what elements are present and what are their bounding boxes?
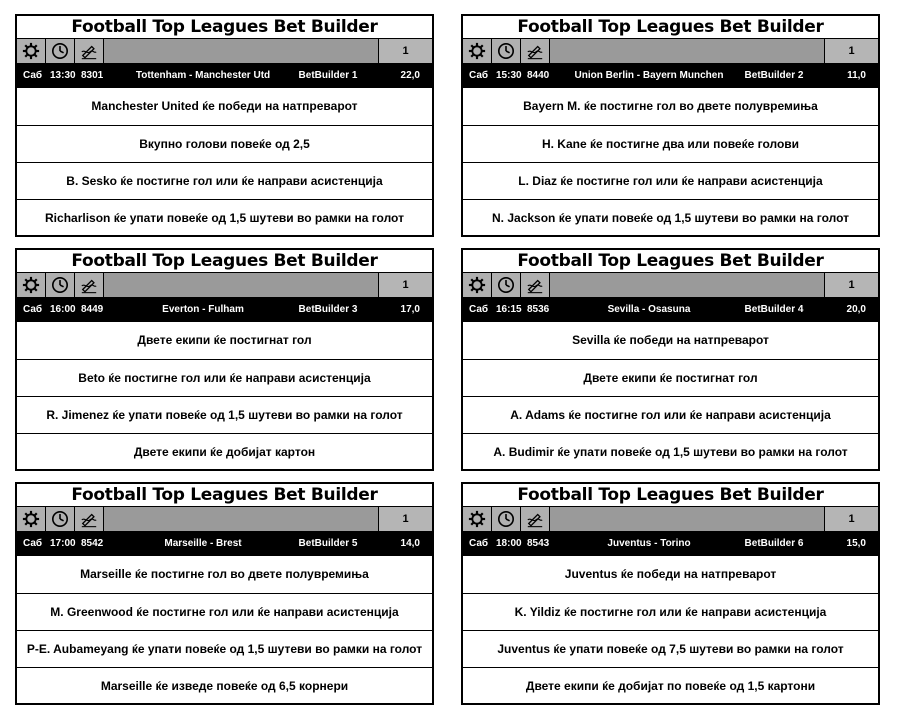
- selection-row[interactable]: Manchester United ќе победи на натпреварот: [91, 99, 358, 113]
- match-day: Саб: [23, 538, 43, 549]
- selection-row[interactable]: Marseille ќе изведе повеќе од 6,5 корнери: [17, 667, 432, 704]
- selection-list: [463, 88, 878, 236]
- match-bar[interactable]: [17, 298, 432, 322]
- settings-tool[interactable]: [463, 507, 492, 531]
- bet-builder-card-5: [15, 482, 434, 705]
- sign-tool[interactable]: [521, 39, 550, 63]
- match-time: 16:00: [50, 304, 76, 315]
- gear-icon: [22, 42, 40, 60]
- toolbar: [463, 273, 878, 298]
- match-day: Саб: [469, 538, 489, 549]
- match-teams: Juventus - Torino: [607, 538, 691, 549]
- toolbar: [17, 39, 432, 64]
- card-title: Football Top Leagues Bet Builder: [17, 484, 432, 507]
- clock-icon: [497, 510, 515, 528]
- time-tool[interactable]: [46, 39, 75, 63]
- match-code: 8301: [81, 70, 104, 81]
- match-day: Саб: [469, 304, 489, 315]
- bet-builder-card-4: [461, 248, 880, 471]
- selection-row[interactable]: L. Diaz ќе постигне гол или ќе направи асистенција: [463, 162, 878, 199]
- bet-builder-card-3: [15, 248, 434, 471]
- bet-builder-label: BetBuilder 5: [298, 538, 358, 549]
- match-day: Саб: [23, 304, 43, 315]
- selection-row[interactable]: B. Sesko ќе постигне гол или ќе направи асистенција: [17, 162, 432, 199]
- signature-pen-icon: [80, 510, 98, 528]
- selection-count: 1: [378, 507, 432, 531]
- settings-tool[interactable]: [17, 39, 46, 63]
- toolbar-spacer: [550, 39, 824, 63]
- match-code: 8542: [81, 538, 104, 549]
- gear-icon: [22, 510, 40, 528]
- gear-icon: [22, 276, 40, 294]
- selection-list: [17, 88, 432, 236]
- selection-row[interactable]: Juventus ќе упати повеќе од 7,5 шутеви во рамки на голот: [463, 630, 878, 667]
- match-teams: Union Berlin - Bayern Munchen: [574, 70, 724, 81]
- selection-row[interactable]: Richarlison ќе упати повеќе од 1,5 шутеви во рамки на голот: [17, 199, 432, 236]
- signature-pen-icon: [80, 276, 98, 294]
- sign-tool[interactable]: [521, 273, 550, 297]
- match-odds[interactable]: 14,0: [400, 538, 420, 549]
- match-day: Саб: [469, 70, 489, 81]
- selection-count: 1: [824, 507, 878, 531]
- match-odds[interactable]: 11,0: [847, 70, 866, 81]
- card-title: Football Top Leagues Bet Builder: [463, 484, 878, 507]
- toolbar-spacer: [104, 507, 378, 531]
- bet-builder-label: BetBuilder 1: [298, 70, 358, 81]
- gear-icon: [468, 510, 486, 528]
- selection-row[interactable]: Двете екипи ќе постигнат гол: [463, 359, 878, 396]
- settings-tool[interactable]: [463, 273, 492, 297]
- match-time: 17:00: [50, 538, 76, 549]
- match-teams: Tottenham - Manchester Utd: [135, 70, 271, 81]
- match-time: 15:30: [496, 70, 522, 81]
- selection-count: 1: [824, 273, 878, 297]
- selection-row[interactable]: Вкупно голови повеќе од 2,5: [17, 125, 432, 162]
- bet-builder-label: BetBuilder 2: [744, 70, 804, 81]
- match-odds[interactable]: 17,0: [400, 304, 420, 315]
- match-code: 8449: [81, 304, 104, 315]
- toolbar: [17, 273, 432, 298]
- selection-row[interactable]: K. Yildiz ќе постигне гол или ќе направи асистенција: [463, 593, 878, 630]
- selection-row[interactable]: Beto ќе постигне гол или ќе направи асистенција: [17, 359, 432, 396]
- selection-row[interactable]: M. Greenwood ќе постигне гол или ќе направи асистенција: [17, 593, 432, 630]
- match-teams: Everton - Fulham: [162, 304, 244, 315]
- bet-builder-card-1: [15, 14, 434, 237]
- clock-icon: [497, 42, 515, 60]
- match-bar[interactable]: [463, 532, 878, 556]
- sign-tool[interactable]: [75, 273, 104, 297]
- clock-icon: [51, 276, 69, 294]
- match-bar[interactable]: [17, 64, 432, 88]
- clock-icon: [51, 510, 69, 528]
- match-time: 16:15: [496, 304, 522, 315]
- selection-row[interactable]: Двете екипи ќе добијат картон: [17, 433, 432, 470]
- selection-count: 1: [378, 273, 432, 297]
- settings-tool[interactable]: [17, 507, 46, 531]
- gear-icon: [468, 42, 486, 60]
- selection-row[interactable]: Двете екипи ќе добијат по повеќе од 1,5 картони: [463, 667, 878, 704]
- settings-tool[interactable]: [17, 273, 46, 297]
- clock-icon: [497, 276, 515, 294]
- toolbar: [463, 39, 878, 64]
- sign-tool[interactable]: [521, 507, 550, 531]
- settings-tool[interactable]: [463, 39, 492, 63]
- bet-builder-label: BetBuilder 4: [744, 304, 804, 315]
- toolbar-spacer: [104, 273, 378, 297]
- selection-row[interactable]: Marseille ќе постигне гол во двете полувремиња: [80, 567, 369, 581]
- match-bar[interactable]: [17, 532, 432, 556]
- selection-count: 1: [378, 39, 432, 63]
- selection-count: 1: [824, 39, 878, 63]
- toolbar-spacer: [104, 39, 378, 63]
- bet-builder-card-2: [461, 14, 880, 237]
- time-tool[interactable]: [492, 39, 521, 63]
- sign-tool[interactable]: [75, 39, 104, 63]
- match-odds[interactable]: 22,0: [400, 70, 420, 81]
- toolbar-spacer: [550, 507, 824, 531]
- selection-row[interactable]: Sevilla ќе победи на натпреварот: [572, 333, 769, 347]
- signature-pen-icon: [526, 42, 544, 60]
- selection-list: [463, 322, 878, 470]
- toolbar: [17, 507, 432, 532]
- match-time: 18:00: [496, 538, 522, 549]
- selection-row[interactable]: N. Jackson ќе упати повеќе од 1,5 шутеви во рамки на голот: [463, 199, 878, 236]
- selection-list: [17, 322, 432, 470]
- selection-row[interactable]: Juventus ќе победи на натпреварот: [564, 567, 777, 581]
- match-odds[interactable]: 20,0: [846, 304, 866, 315]
- selection-row[interactable]: Bayern M. ќе постигне гол во двете полувремиња: [523, 99, 818, 113]
- card-title: Football Top Leagues Bet Builder: [17, 250, 432, 273]
- time-tool[interactable]: [46, 507, 75, 531]
- match-time: 13:30: [50, 70, 76, 81]
- selection-row[interactable]: P-E. Aubameyang ќе упати повеќе од 1,5 шутеви во рамки на голот: [17, 630, 432, 667]
- card-title: Football Top Leagues Bet Builder: [463, 250, 878, 273]
- toolbar-spacer: [550, 273, 824, 297]
- bet-builder-label: BetBuilder 3: [298, 304, 358, 315]
- selection-row[interactable]: A. Adams ќе постигне гол или ќе направи асистенција: [463, 396, 878, 433]
- match-bar[interactable]: [463, 298, 878, 322]
- match-teams: Marseille - Brest: [164, 538, 242, 549]
- selection-row[interactable]: H. Kane ќе постигне два или повеќе голови: [463, 125, 878, 162]
- selection-list: [463, 556, 878, 704]
- signature-pen-icon: [526, 276, 544, 294]
- bet-builder-card-6: [461, 482, 880, 705]
- selection-list: [17, 556, 432, 704]
- selection-row[interactable]: R. Jimenez ќе упати повеќе од 1,5 шутеви во рамки на голот: [17, 396, 432, 433]
- selection-row[interactable]: Двете екипи ќе постигнат гол: [137, 333, 312, 347]
- selection-row[interactable]: A. Budimir ќе упати повеќе од 1,5 шутеви во рамки на голот: [463, 433, 878, 470]
- toolbar: [463, 507, 878, 532]
- time-tool[interactable]: [492, 507, 521, 531]
- match-code: 8440: [527, 70, 550, 81]
- card-title: Football Top Leagues Bet Builder: [17, 16, 432, 39]
- signature-pen-icon: [80, 42, 98, 60]
- sign-tool[interactable]: [75, 507, 104, 531]
- match-teams: Sevilla - Osasuna: [607, 304, 691, 315]
- signature-pen-icon: [526, 510, 544, 528]
- match-code: 8536: [527, 304, 550, 315]
- match-odds[interactable]: 15,0: [846, 538, 866, 549]
- gear-icon: [468, 276, 486, 294]
- match-day: Саб: [23, 70, 43, 81]
- card-title: Football Top Leagues Bet Builder: [463, 16, 878, 39]
- time-tool[interactable]: [46, 273, 75, 297]
- time-tool[interactable]: [492, 273, 521, 297]
- match-code: 8543: [527, 538, 550, 549]
- bet-builder-label: BetBuilder 6: [744, 538, 804, 549]
- match-bar[interactable]: [463, 64, 878, 88]
- clock-icon: [51, 42, 69, 60]
